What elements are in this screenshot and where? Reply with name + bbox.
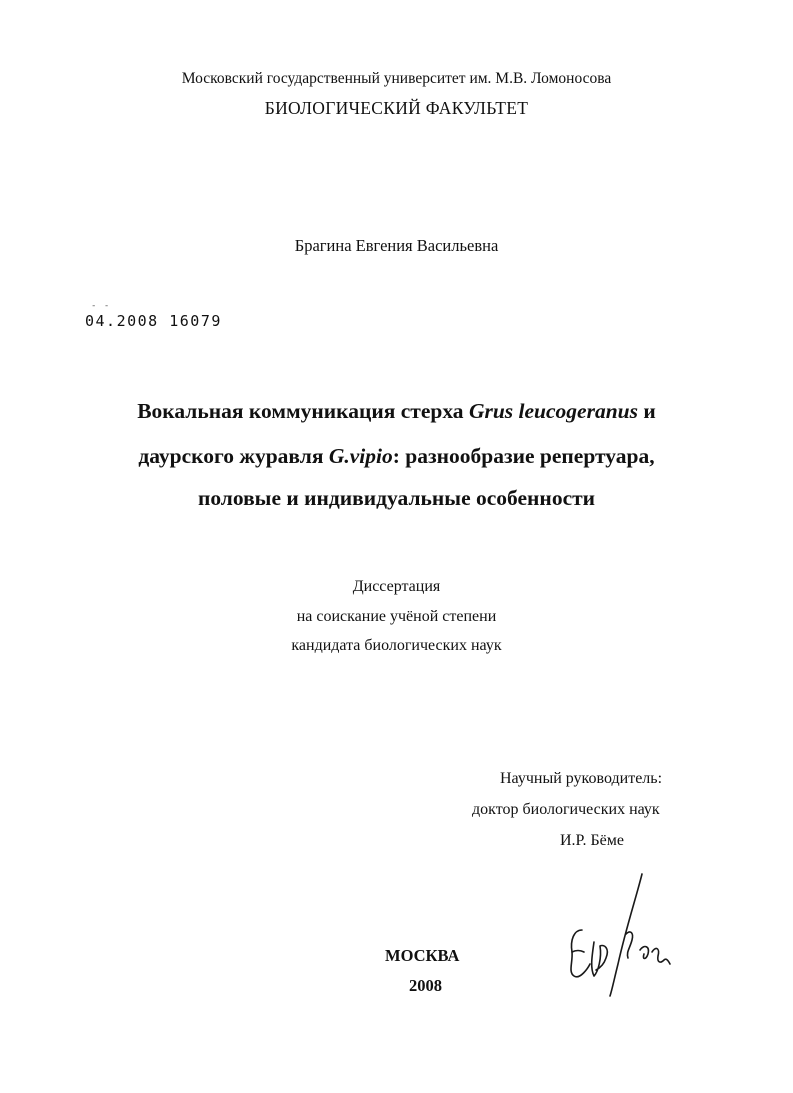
city: МОСКВА xyxy=(385,946,460,965)
thesis-title-line-1 xyxy=(0,399,793,424)
supervisor-degree: доктор биологических наук xyxy=(472,801,660,818)
university-name: Московский государственный университет им. М.В. Ломоносова xyxy=(181,70,612,87)
dissertation-field: кандидата биологических наук xyxy=(291,637,502,654)
handwritten-signature xyxy=(560,868,680,998)
supervisor-label: Научный руководитель: xyxy=(500,770,663,787)
year: 2008 xyxy=(409,976,442,995)
species-name: Grus leucogeranus xyxy=(468,399,638,423)
species-name: G.vipio xyxy=(328,444,393,468)
thesis-title-line-3: половые и индивидуальные особенности xyxy=(197,486,596,510)
supervisor-name: И.Р. Бёме xyxy=(560,832,624,849)
archive-number: 04.2008 16079 xyxy=(85,312,222,330)
thesis-title-line-2 xyxy=(0,444,793,469)
archive-marks: - - xyxy=(91,301,111,311)
title-text: Вокальная коммуникация стерха xyxy=(137,399,469,423)
title-text: и xyxy=(638,399,656,423)
title-text: даурского журавля xyxy=(138,444,329,468)
author-name: Брагина Евгения Васильевна xyxy=(294,236,499,255)
faculty-name: БИОЛОГИЧЕСКИЙ ФАКУЛЬТЕТ xyxy=(264,98,529,118)
title-text: : разнообразие репертуара, xyxy=(392,444,655,468)
dissertation-type: Диссертация xyxy=(352,578,441,595)
dissertation-degree: на соискание учёной степени xyxy=(296,608,497,625)
archive-number-stamp xyxy=(85,301,222,330)
